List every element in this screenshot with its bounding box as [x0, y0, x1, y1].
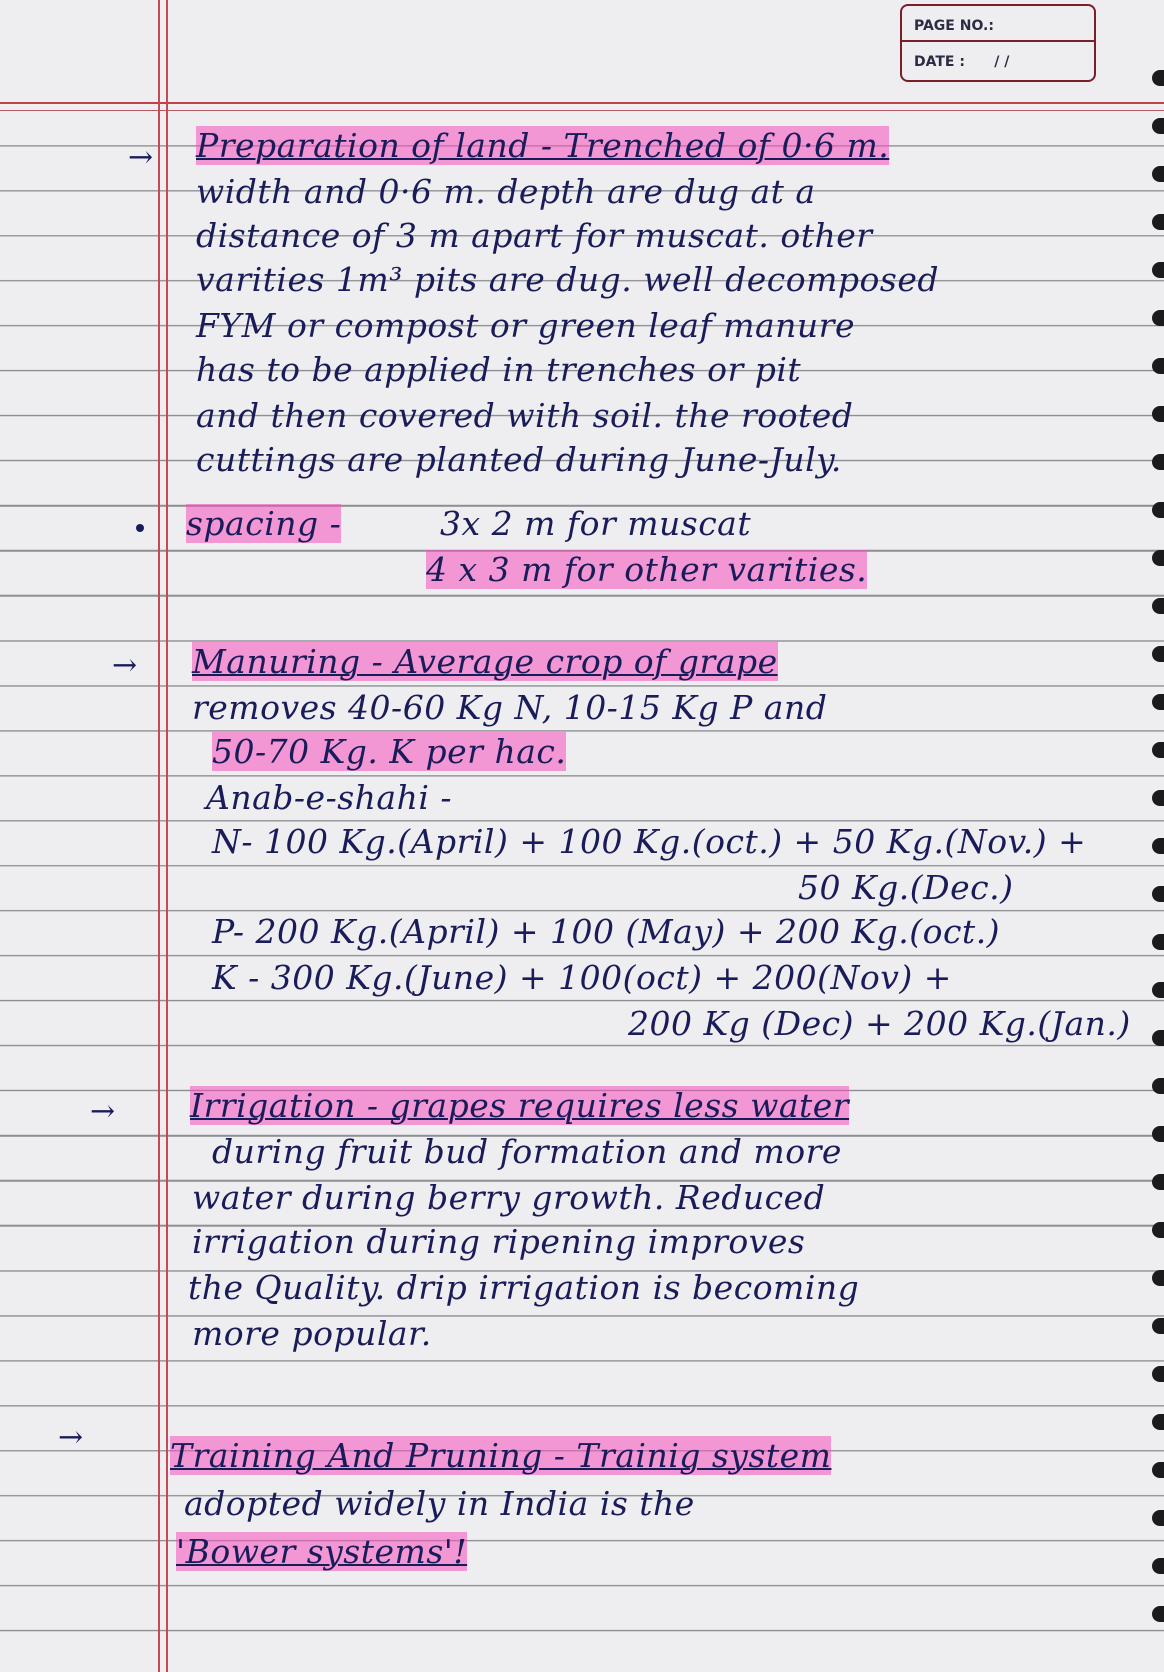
date-label: DATE :: [914, 54, 965, 70]
manuring-line-8: K - 300 Kg.(June) + 100(oct) + 200(Nov) +: [212, 958, 952, 997]
arrow-icon: →: [58, 1420, 84, 1455]
arrow-icon: →: [90, 1094, 116, 1129]
land-line-6: has to be applied in trenches or pit: [196, 350, 802, 389]
manuring-line-6: 50 Kg.(Dec.): [798, 868, 1014, 907]
land-line-8: cuttings are planted during June-July.: [196, 440, 842, 479]
training-line-1: Training And Pruning - Trainig system: [170, 1436, 832, 1475]
arrow-icon: →: [128, 140, 154, 175]
manuring-line-1: Manuring - Average crop of grape: [192, 642, 778, 681]
bullet-icon: [136, 524, 144, 532]
date-value: / /: [994, 54, 1010, 70]
training-line-2: adopted widely in India is the: [184, 1484, 695, 1523]
irrigation-line-6: more popular.: [192, 1314, 432, 1353]
arrow-icon: →: [112, 648, 138, 683]
irrigation-line-5: the Quality. drip irrigation is becoming: [188, 1268, 860, 1307]
manuring-line-7: P- 200 Kg.(April) + 100 (May) + 200 Kg.(oct.): [212, 912, 1001, 951]
manuring-line-4: Anab-e-shahi -: [206, 778, 453, 817]
spacing-value-2: 4 x 3 m for other varities.: [426, 550, 868, 589]
manuring-line-2: removes 40-60 Kg N, 10-15 Kg P and: [192, 688, 828, 727]
land-line-7: and then covered with soil. the rooted: [196, 396, 854, 435]
land-line-5: FYM or compost or green leaf manure: [196, 306, 855, 345]
irrigation-line-3: water during berry growth. Reduced: [192, 1178, 826, 1217]
spacing-label: spacing -: [186, 504, 342, 543]
irrigation-line-4: irrigation during ripening improves: [192, 1222, 806, 1261]
irrigation-line-1: Irrigation - grapes requires less water: [190, 1086, 850, 1125]
land-line-2: width and 0·6 m. depth are dug at a: [196, 172, 816, 211]
manuring-line-9: 200 Kg (Dec) + 200 Kg.(Jan.): [628, 1004, 1131, 1043]
land-line-3: distance of 3 m apart for muscat. other: [196, 216, 873, 255]
irrigation-line-2: during fruit bud formation and more: [212, 1132, 842, 1171]
page-no-label: PAGE NO.:: [914, 18, 994, 34]
spacing-value-1: 3x 2 m for muscat: [440, 504, 752, 543]
training-line-3: 'Bower systems'!: [176, 1532, 468, 1571]
manuring-line-5: N- 100 Kg.(April) + 100 Kg.(oct.) + 50 Kg.(Nov.) +: [212, 822, 1087, 861]
land-line-4: varities 1m³ pits are dug. well decomposed: [196, 260, 939, 299]
land-line-1: Preparation of land - Trenched of 0·6 m.: [196, 126, 890, 165]
manuring-line-3: 50-70 Kg. K per hac.: [212, 732, 567, 771]
